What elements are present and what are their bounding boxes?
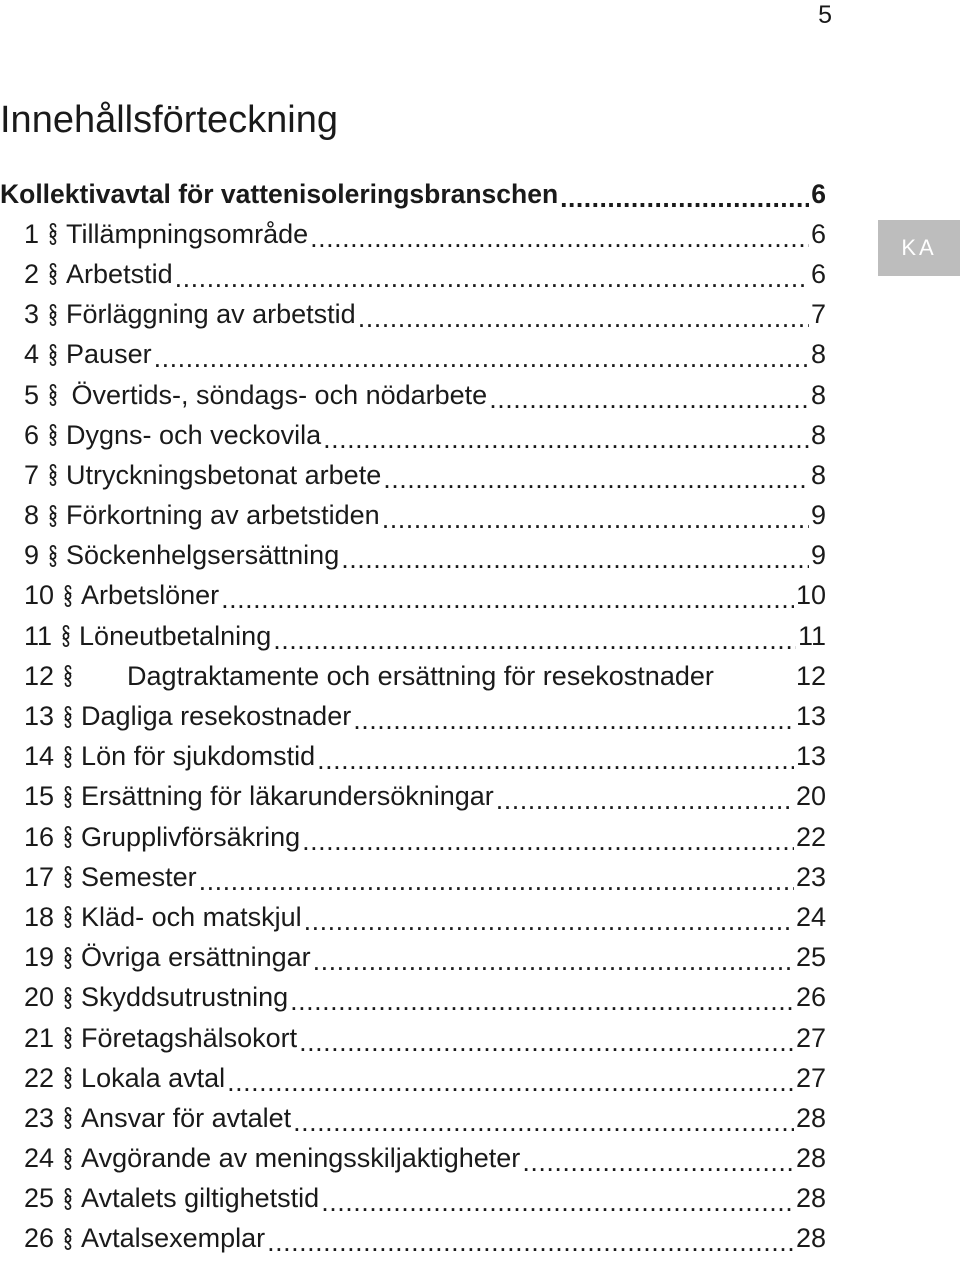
toc-entry-label: Löneutbetalning: [79, 620, 272, 651]
toc-section-entry[interactable]: [0, 335, 826, 375]
toc-entry-label: Avgörande av meningsskiljaktigheter: [81, 1143, 521, 1174]
section-sign-icon: [63, 863, 73, 891]
toc-entry-label: Lön för sjukdomstid: [81, 741, 316, 772]
section-number: 22: [24, 1062, 55, 1093]
dot-leader: [299, 1027, 794, 1054]
dot-leader: [175, 263, 809, 290]
dot-leader: [382, 504, 809, 531]
section-number: 19: [24, 942, 55, 973]
section-number: 12: [24, 660, 55, 691]
dot-leader: [321, 1187, 794, 1214]
section-sign-icon: [48, 461, 58, 489]
section-number: 25: [24, 1183, 55, 1214]
toc-entry-page: 27: [795, 1022, 826, 1053]
toc-section-list: [0, 214, 826, 1259]
toc-section-entry[interactable]: [0, 1058, 826, 1098]
section-sign-icon: [63, 944, 73, 972]
section-number: 11: [24, 620, 53, 651]
toc-entry-page: 7: [810, 299, 826, 330]
toc-section-entry[interactable]: [0, 375, 826, 415]
toc-entry-page: 12: [795, 660, 826, 691]
section-number: 14: [24, 741, 55, 772]
toc-entry-page: 13: [795, 701, 826, 732]
dot-leader: [313, 946, 794, 973]
toc-section-entry[interactable]: [0, 777, 826, 817]
toc-entry-label: Avtalsexemplar: [81, 1223, 266, 1254]
toc-entry-label: Avtalets giltighetstid: [81, 1183, 320, 1214]
section-number: 1: [24, 218, 40, 249]
section-number: 9: [24, 540, 40, 571]
dot-leader: [302, 826, 794, 853]
page-title: Innehållsförteckning: [0, 99, 338, 141]
section-number: 10: [24, 580, 55, 611]
dot-leader: [199, 866, 794, 893]
toc-entry-label: Kläd- och matskjul: [81, 901, 302, 932]
dot-leader: [221, 584, 794, 611]
toc-entry-label: Utryckningsbetonat arbete: [66, 459, 382, 490]
section-number: 7: [24, 459, 40, 490]
toc-entry-page: 24: [795, 901, 826, 932]
dot-leader: [383, 464, 809, 491]
toc-entry-page: 6: [810, 218, 826, 249]
section-number: 2: [24, 258, 40, 289]
toc-entry-label: Arbetstid: [66, 258, 173, 289]
toc-entry-page: 28: [795, 1102, 826, 1133]
dot-leader: [267, 1227, 794, 1254]
section-number: 4: [24, 339, 40, 370]
toc-entry-page: 28: [795, 1223, 826, 1254]
section-sign-icon: [63, 1024, 73, 1052]
toc-entry-label: Grupplivförsäkring: [81, 821, 301, 852]
section-sign-icon: [63, 1225, 73, 1253]
toc-entry-label: Pauser: [66, 339, 152, 370]
section-sign-icon: [63, 1064, 73, 1092]
toc-section-entry[interactable]: [0, 536, 826, 576]
toc-entry-page: 23: [795, 861, 826, 892]
dot-leader: [353, 705, 794, 732]
toc-section-entry[interactable]: [0, 415, 826, 455]
toc-entry-page: 22: [795, 821, 826, 852]
toc-entry-page: 20: [795, 781, 826, 812]
section-number: 24: [24, 1143, 55, 1174]
toc-entry-label: Företagshälsokort: [81, 1022, 298, 1053]
section-number: 17: [24, 861, 55, 892]
toc-entry-label: Övertids-, söndags- och nödarbete: [71, 379, 488, 410]
dot-leader: [323, 424, 809, 451]
section-number: 13: [24, 701, 55, 732]
toc-section-entry[interactable]: [0, 254, 826, 294]
toc-entry-label: Lokala avtal: [81, 1062, 226, 1093]
section-sign-icon: [61, 622, 71, 650]
section-sign-icon: [63, 1104, 73, 1132]
section-sign-icon: [48, 381, 58, 409]
toc-entry-label: Dagliga resekostnader: [81, 701, 352, 732]
dot-leader: [273, 625, 796, 652]
toc-section-entry[interactable]: [0, 295, 826, 335]
toc-section-entry[interactable]: [0, 214, 826, 254]
toc-section-entry[interactable]: [0, 737, 826, 777]
toc-entry-label: Kollektivavtal för vattenisoleringsbranschen: [0, 178, 559, 209]
page-number: 5: [818, 1, 832, 29]
dot-leader: [317, 745, 794, 772]
toc-section-entry[interactable]: [0, 1018, 826, 1058]
dot-leader: [341, 544, 809, 571]
section-sign-icon: [63, 984, 73, 1012]
section-sign-icon: [63, 662, 73, 690]
dot-leader: [358, 303, 809, 330]
toc-section-entry[interactable]: [0, 938, 826, 978]
toc-entry-page: 28: [795, 1143, 826, 1174]
toc-entry-page: 6: [810, 258, 826, 289]
section-sign-icon: [63, 823, 73, 851]
toc-entry-page: 8: [810, 339, 826, 370]
toc-entry-label: Tillämpningsområde: [66, 218, 309, 249]
toc-entry-label: Övriga ersättningar: [81, 942, 311, 973]
toc-entry-page: 6: [811, 178, 826, 209]
toc-main-entry[interactable]: [0, 174, 826, 214]
toc-entry-label: Söckenhelgsersättning: [66, 540, 340, 571]
toc-section-entry[interactable]: [0, 656, 826, 696]
toc-entry-label: Dygns- och veckovila: [66, 419, 322, 450]
dot-leader: [522, 1147, 794, 1174]
dot-leader: [227, 1067, 794, 1094]
toc-section-entry[interactable]: [0, 616, 826, 656]
toc-section-entry[interactable]: [0, 897, 826, 937]
toc-entry-page: 8: [810, 379, 826, 410]
dot-leader: [154, 343, 809, 370]
section-sign-icon: [48, 502, 58, 530]
section-sign-icon: [48, 301, 58, 329]
toc-section-entry[interactable]: [0, 455, 826, 495]
toc-section-entry[interactable]: [0, 1098, 826, 1138]
section-number: 15: [24, 781, 55, 812]
section-sign-icon: [48, 542, 58, 570]
section-number: 8: [24, 500, 40, 531]
toc-entry-label: Förläggning av arbetstid: [66, 299, 356, 330]
section-sign-icon: [63, 1185, 73, 1213]
toc-entry-label: Skyddsutrustning: [81, 982, 289, 1013]
dot-leader: [290, 986, 794, 1013]
dot-leader: [310, 223, 809, 250]
dot-leader: [293, 1107, 794, 1134]
toc-entry-label: Ansvar för avtalet: [81, 1102, 292, 1133]
toc-entry-label: Ersättning för läkarundersökningar: [81, 781, 494, 812]
section-number: 21: [24, 1022, 55, 1053]
toc-section-entry[interactable]: [0, 696, 826, 736]
toc-entry-label: Dagtraktamente och ersättning för resekostnader: [127, 660, 714, 691]
section-sign-icon: [63, 1145, 73, 1173]
toc-section-entry[interactable]: [0, 1219, 826, 1259]
section-sign-icon: [48, 220, 58, 248]
section-sign-icon: [63, 582, 73, 610]
toc-section-entry[interactable]: [0, 1179, 826, 1219]
toc-entry-label: Semester: [81, 861, 197, 892]
toc-entry-page: 28: [795, 1183, 826, 1214]
dot-leader: [489, 384, 809, 411]
section-sign-icon: [48, 421, 58, 449]
section-number: 5: [24, 379, 40, 410]
section-number: 26: [24, 1223, 55, 1254]
toc-section-entry[interactable]: [0, 496, 826, 536]
toc-entry-page: 27: [795, 1062, 826, 1093]
toc-section-entry[interactable]: [0, 576, 826, 616]
section-sign-icon: [63, 903, 73, 931]
toc-entry-page: 26: [795, 982, 826, 1013]
section-sign-icon: [48, 260, 58, 288]
toc-entry-page: 8: [810, 419, 826, 450]
section-sign-icon: [63, 783, 73, 811]
table-of-contents: [0, 174, 826, 1259]
section-number: 23: [24, 1102, 55, 1133]
toc-entry-label: Förkortning av arbetstiden: [66, 500, 380, 531]
toc-section-entry[interactable]: [0, 857, 826, 897]
toc-section-entry[interactable]: [0, 817, 826, 857]
toc-entry-page: 25: [795, 942, 826, 973]
toc-entry-page: 13: [795, 741, 826, 772]
toc-section-entry[interactable]: [0, 978, 826, 1018]
section-tab[interactable]: KA: [878, 220, 960, 276]
section-sign-icon: [48, 341, 58, 369]
toc-entry-label: Arbetslöner: [81, 580, 220, 611]
section-sign-icon: [63, 703, 73, 731]
toc-section-entry[interactable]: [0, 1139, 826, 1179]
section-number: 16: [24, 821, 55, 852]
section-sign-icon: [63, 743, 73, 771]
toc-entry-page: 8: [810, 459, 826, 490]
section-number: 18: [24, 901, 55, 932]
dot-leader: [304, 906, 794, 933]
toc-entry-page: 9: [810, 540, 826, 571]
dot-leader: [496, 785, 794, 812]
section-number: 3: [24, 299, 40, 330]
section-number: 6: [24, 419, 40, 450]
toc-entry-page: 11: [797, 620, 826, 651]
section-number: 20: [24, 982, 55, 1013]
toc-entry-page: 10: [795, 580, 826, 611]
toc-entry-page: 9: [810, 500, 826, 531]
dot-leader: [560, 183, 809, 210]
